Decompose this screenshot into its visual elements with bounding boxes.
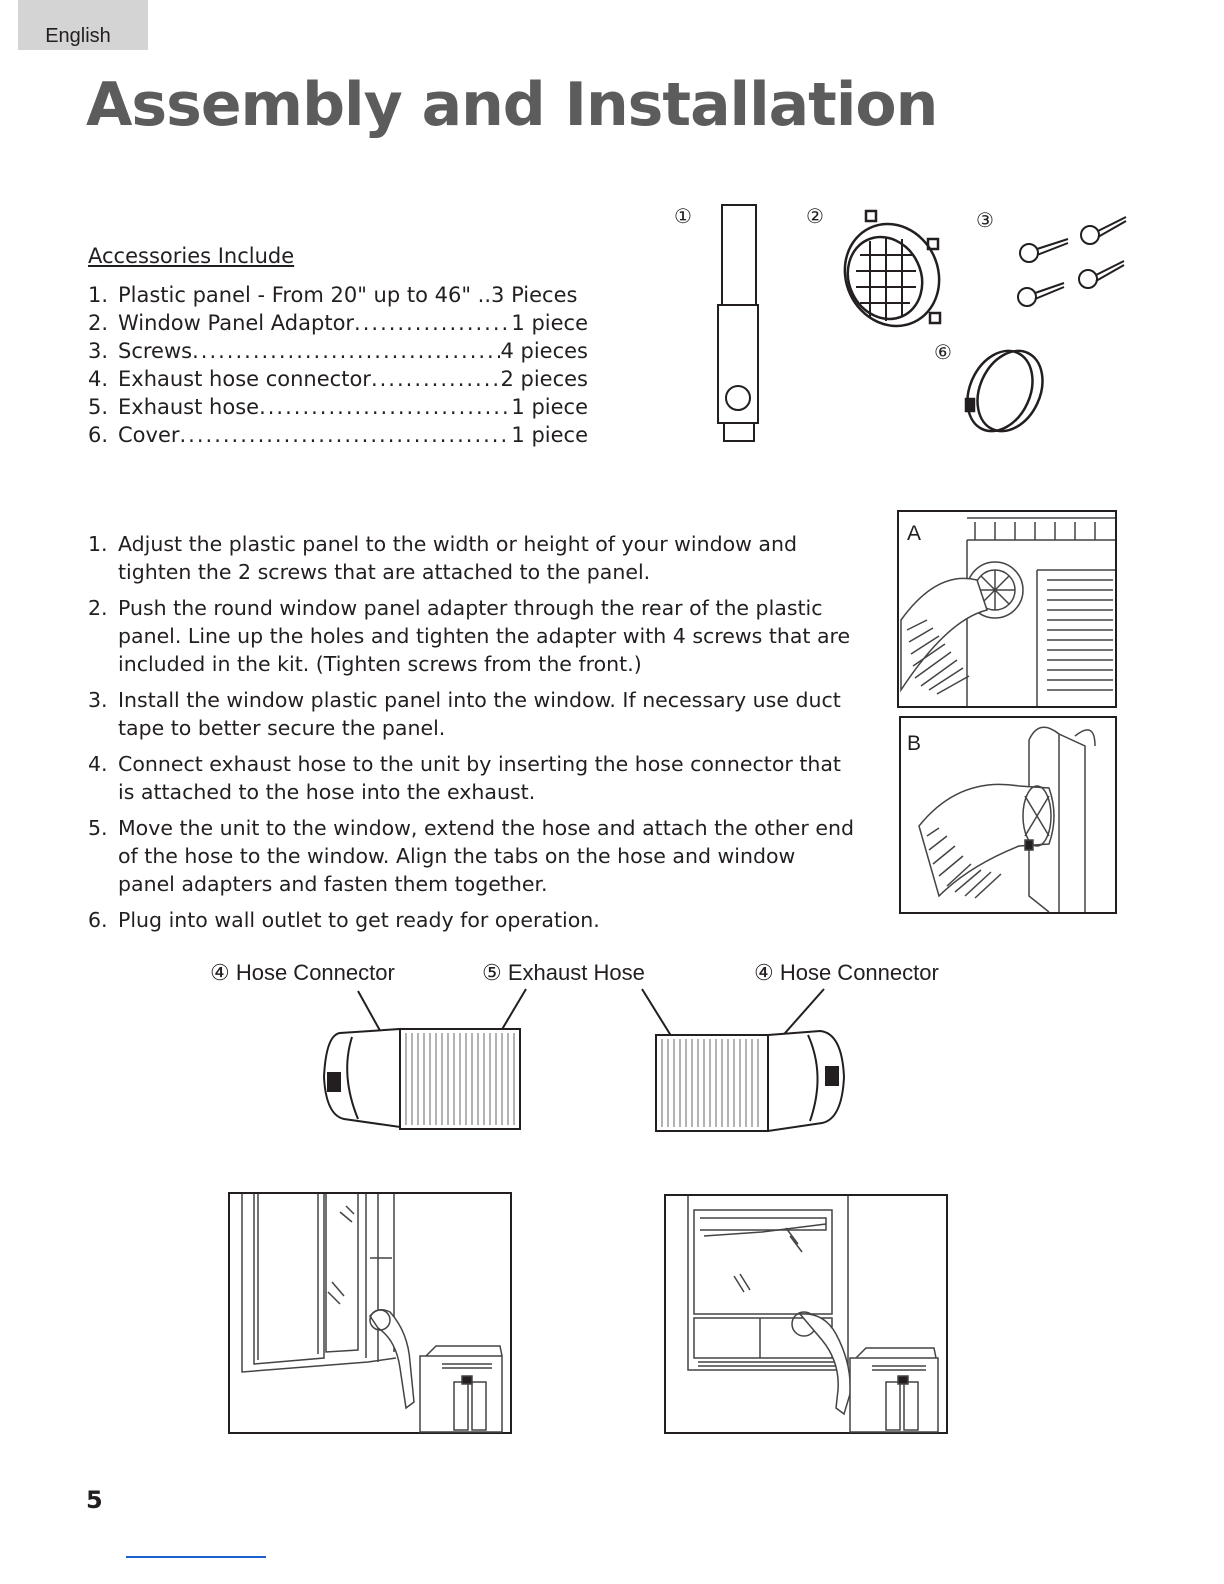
plastic-panel-icon xyxy=(718,205,758,441)
hose-connector-label-left: ④ Hose Connector xyxy=(210,960,395,985)
screws-icon xyxy=(1018,217,1126,306)
figure-b-label: B xyxy=(907,732,922,755)
hose-illustration xyxy=(300,985,860,1135)
step-item: 6. Plug into wall outlet to get ready for operation. xyxy=(88,908,600,932)
accessories-heading: Accessories Include xyxy=(88,244,295,268)
accessory-item: 5. Exhaust hose ..... 1 piece xyxy=(88,393,588,421)
accessory-item: 1. Plastic panel - From 20" up to 46" .. 3 Pieces xyxy=(88,283,578,307)
accessory-item: 3. Screws ..... 4 pieces xyxy=(88,337,588,365)
hose-connector-label-right: ④ Hose Connector xyxy=(754,960,939,985)
window-adaptor-icon xyxy=(828,208,955,341)
window-install-vertical xyxy=(228,1192,512,1434)
parts-illustration xyxy=(660,195,1140,455)
cover-icon xyxy=(955,340,1055,441)
window-install-horizontal xyxy=(664,1194,948,1434)
accessory-item: 6. Cover ..... 1 piece xyxy=(88,421,588,449)
installation-steps xyxy=(88,530,858,942)
step-item: 1. Adjust the plastic panel to the width or height of your window and tighten the 2 screws that are attached to the panel. xyxy=(88,532,797,584)
part-marker-1: ① xyxy=(674,204,692,228)
language-tab: English xyxy=(18,0,148,50)
part-marker-3: ③ xyxy=(976,208,994,232)
figure-a xyxy=(897,510,1117,708)
accessory-item: 4. Exhaust hose connector ..... 2 pieces xyxy=(88,365,588,393)
page-number: 5 xyxy=(86,1486,103,1514)
footer-rule xyxy=(126,1556,266,1558)
step-item: 5. Move the unit to the window, extend the hose and attach the other end of the hose to the window. Align the tabs on the hose and window panel adapters and fasten them together. xyxy=(88,816,854,896)
part-marker-2: ② xyxy=(806,204,824,228)
exhaust-hose-label: ⑤ Exhaust Hose xyxy=(482,960,645,985)
step-item: 4. Connect exhaust hose to the unit by inserting the hose connector that is attached to the hose into the exhaust. xyxy=(88,752,841,804)
step-item: 2. Push the round window panel adapter through the rear of the plastic panel. Line up the holes and tighten the adapter with 4 screws that are included in the kit. (Tighten screws from the front.) xyxy=(88,596,851,676)
accessories-list xyxy=(88,281,588,449)
page-title: Assembly and Installation xyxy=(86,70,938,140)
figure-b xyxy=(899,716,1117,914)
accessory-item: 2. Window Panel Adaptor ..... 1 piece xyxy=(88,309,588,337)
part-marker-6: ⑥ xyxy=(934,340,952,364)
figure-a-label: A xyxy=(907,522,922,545)
step-item: 3. Install the window plastic panel into the window. If necessary use duct tape to better secure the panel. xyxy=(88,688,841,740)
